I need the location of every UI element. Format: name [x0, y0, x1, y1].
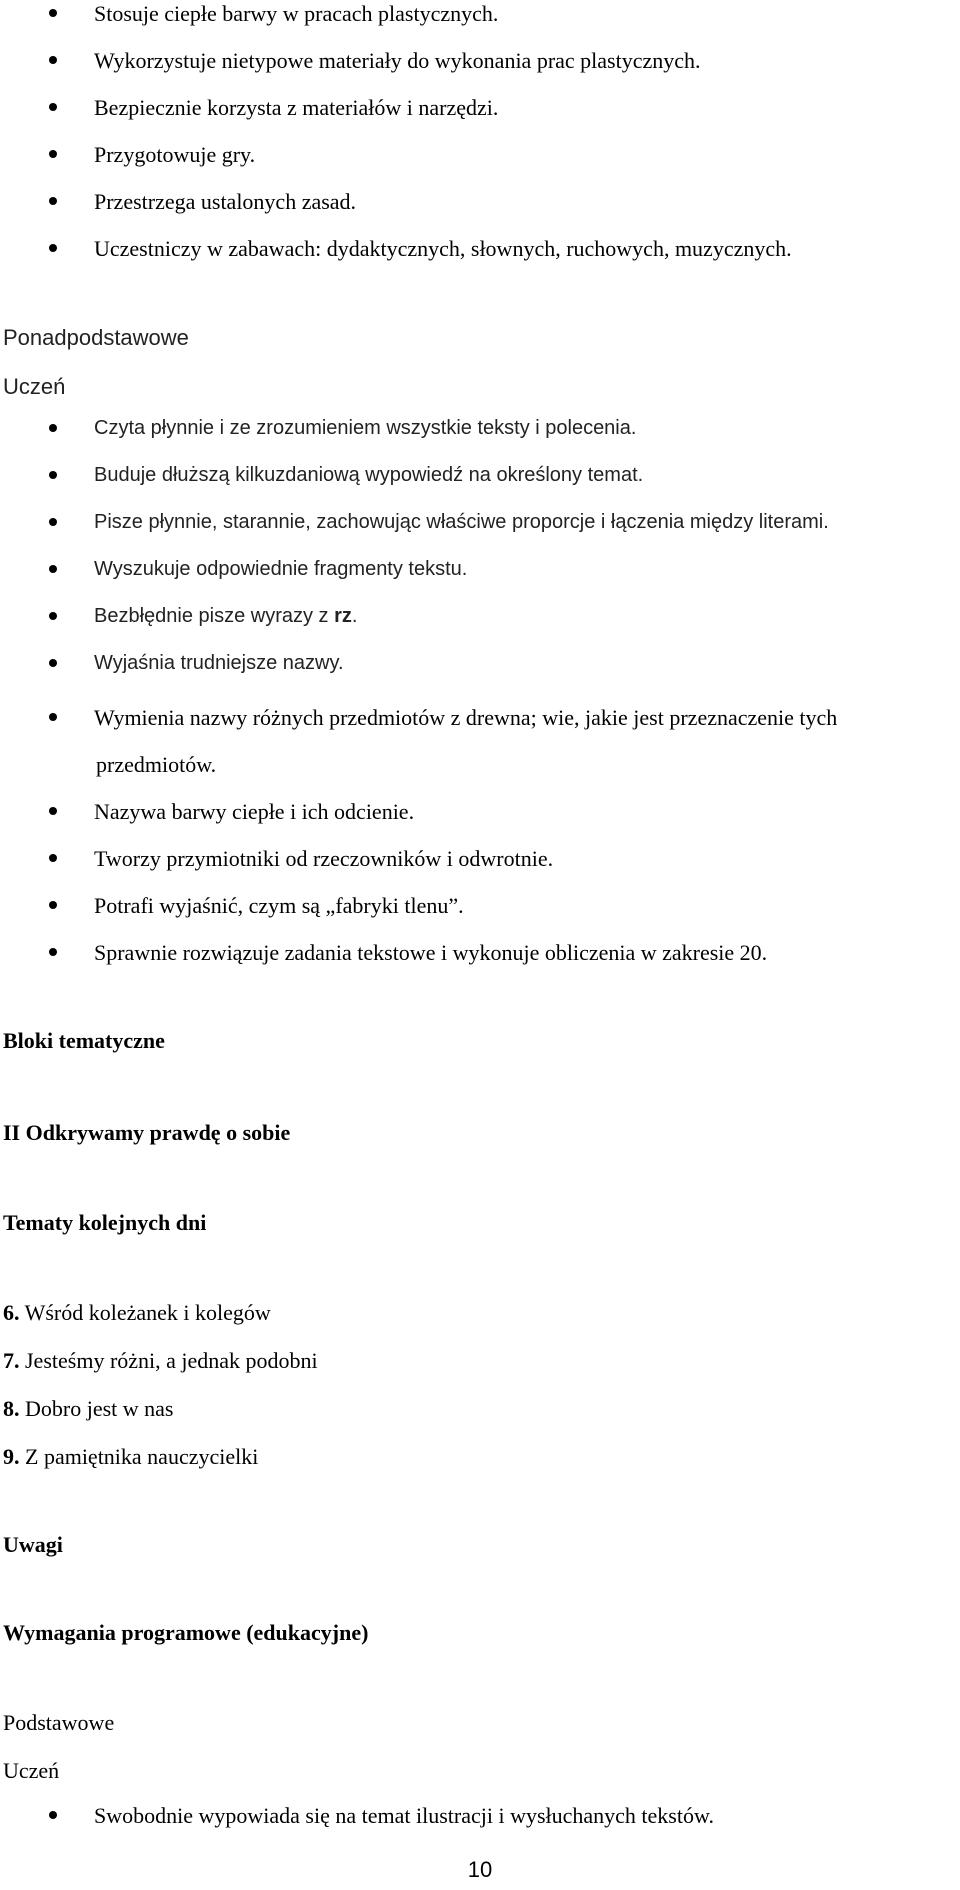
bullet-icon: [49, 565, 57, 573]
heading-uwagi: Uwagi: [3, 1532, 63, 1557]
topic-item: [3, 1394, 173, 1424]
list-item: Pisze płynnie, starannie, zachowując właściwe proporcje i łączenia między literami.: [0, 499, 960, 546]
list-item: Wyszukuje odpowiednie fragmenty tekstu.: [0, 546, 960, 593]
podstawowe-bullet-list: [0, 1792, 960, 1839]
list-item: Tworzy przymiotniki od rzeczowników i odwrotnie.: [0, 835, 960, 882]
topic-item: [3, 1346, 318, 1376]
heading-wymagania-programowe: Wymagania programowe (edukacyjne): [3, 1620, 369, 1645]
heading-unit-title: II Odkrywamy prawdę o sobie: [3, 1120, 291, 1145]
bullet-icon: [49, 518, 57, 526]
topic-number: 7.: [3, 1348, 20, 1373]
bullet-icon: [49, 150, 57, 158]
heading-uczen: Uczeń: [3, 1758, 60, 1783]
topic-number: 8.: [3, 1396, 20, 1421]
list-item: Wykorzystuje nietypowe materiały do wykonania prac plastycznych.: [0, 37, 960, 84]
section-subtitle-uczen: Uczeń: [3, 374, 66, 399]
topic-title: Z pamiętnika nauczycielki: [19, 1444, 259, 1469]
section-title-ponadpodstawowe: Ponadpodstawowe: [3, 325, 189, 350]
topic-title: Dobro jest w nas: [19, 1396, 174, 1421]
list-item: Przygotowuje gry.: [0, 131, 960, 178]
list-item: Bezpiecznie korzysta z materiałów i narzędzi.: [0, 84, 960, 131]
list-item-text: Bezbłędnie pisze wyrazy z: [94, 605, 335, 627]
list-item: Przestrzega ustalonych zasad.: [0, 178, 960, 225]
list-item: Buduje dłuższą kilkuzdaniową wypowiedź na określony temat.: [0, 452, 960, 499]
heading-bloki-tematyczne: Bloki tematyczne: [3, 1028, 165, 1053]
heading-podstawowe: Podstawowe: [3, 1710, 115, 1735]
bullet-icon: [49, 9, 57, 17]
list-item: [0, 694, 960, 788]
heading-tematy-kolejnych-dni: Tematy kolejnych dni: [3, 1210, 207, 1235]
ponadpodstawowe-bullet-list-serif: [0, 694, 960, 976]
top-bullet-list: [0, 0, 960, 272]
topic-item: [3, 1442, 258, 1472]
list-item-line2: przedmiotów.: [96, 752, 217, 777]
list-item-line1: Wymienia nazwy różnych przedmiotów z drewna; wie, jakie jest przeznaczenie tych: [94, 705, 838, 730]
list-item: Sprawnie rozwiązuje zadania tekstowe i wykonuje obliczenia w zakresie 20.: [0, 929, 960, 976]
list-item: Potrafi wyjaśnić, czym są „fabryki tlenu”.: [0, 882, 960, 929]
list-item: Swobodnie wypowiada się na temat ilustracji i wysłuchanych tekstów.: [0, 1792, 960, 1839]
topic-title: Wśród koleżanek i kolegów: [19, 1300, 271, 1325]
bullet-icon: [49, 612, 57, 620]
bullet-icon: [49, 901, 57, 909]
ponadpodstawowe-bullet-list: [0, 405, 960, 687]
bullet-icon: [49, 103, 57, 111]
list-item-text-end: .: [351, 605, 358, 627]
bullet-icon: [49, 471, 57, 479]
topic-title: Jesteśmy różni, a jednak podobni: [19, 1348, 318, 1373]
bullet-icon: [49, 713, 57, 721]
topic-number: 6.: [3, 1300, 20, 1325]
bullet-icon: [49, 56, 57, 64]
list-item: Wyjaśnia trudniejsze nazwy.: [0, 640, 960, 687]
list-item: [0, 593, 960, 640]
bullet-icon: [49, 948, 57, 956]
list-item-bold-text: rz: [334, 605, 352, 627]
bullet-icon: [49, 854, 57, 862]
bullet-icon: [49, 197, 57, 205]
bullet-icon: [49, 1811, 57, 1819]
page-number: 10: [467, 1857, 493, 1882]
bullet-icon: [49, 659, 57, 667]
bullet-icon: [49, 424, 57, 432]
topic-number: 9.: [3, 1444, 20, 1469]
list-item: Stosuje ciepłe barwy w pracach plastycznych.: [0, 0, 960, 37]
list-item: Uczestniczy w zabawach: dydaktycznych, słownych, ruchowych, muzycznych.: [0, 225, 960, 272]
topic-item: [3, 1298, 271, 1328]
list-item: Czyta płynnie i ze zrozumieniem wszystkie teksty i polecenia.: [0, 405, 960, 452]
list-item: Nazywa barwy ciepłe i ich odcienie.: [0, 788, 960, 835]
bullet-icon: [49, 244, 57, 252]
bullet-icon: [49, 807, 57, 815]
